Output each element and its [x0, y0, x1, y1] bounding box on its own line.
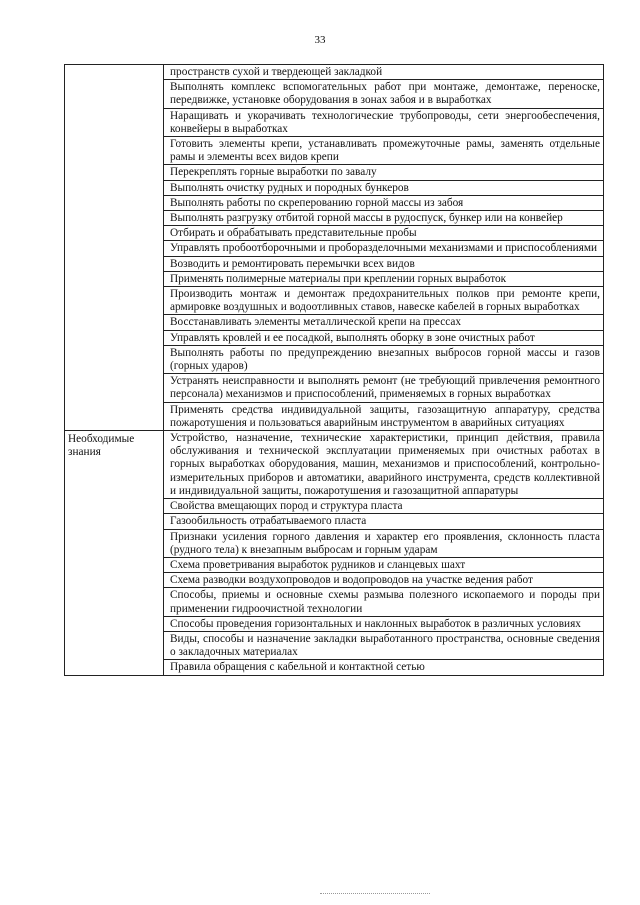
- table-cell-item: Наращивать и укорачивать технологические трубопроводы, сети энергообеспечения, конвейеры в выработках: [164, 108, 604, 136]
- table-cell-item: Схема проветривания выработок рудников и сланцевых шахт: [164, 557, 604, 572]
- page-number: 33: [314, 34, 326, 46]
- table-cell-item: Управлять кровлей и ее посадкой, выполнять оборку в зоне очистных работ: [164, 330, 604, 345]
- table-cell-item: Газообильность отрабатываемого пласта: [164, 514, 604, 529]
- table-cell-item: Свойства вмещающих пород и структура пласта: [164, 499, 604, 514]
- table-cell-item: Применять полимерные материалы при креплении горных выработок: [164, 271, 604, 286]
- table-cell-item: Выполнять разгрузку отбитой горной массы в рудоспуск, бункер или на конвейер: [164, 211, 604, 226]
- table-cell-item: Устранять неисправности и выполнять ремонт (не требующий привлечения ремонтного персонала) механизмов и приспособлений, применяемых в горных выработках: [164, 374, 604, 402]
- table-cell-item: Возводить и ремонтировать перемычки всех видов: [164, 256, 604, 271]
- table-cell-item: Управлять пробоотборочными и проборазделочными механизмами и приспособлениями: [164, 241, 604, 256]
- table-cell-item: Выполнять работы по скреперованию горной массы из забоя: [164, 195, 604, 210]
- table-cell-item: Схема разводки воздухопроводов и водопроводов на участке ведения работ: [164, 573, 604, 588]
- scan-mark: [320, 893, 430, 895]
- table-cell-item: пространств сухой и твердеющей закладкой: [164, 65, 604, 80]
- table-cell-item: Признаки усиления горного давления и характер его проявления, склонность пласта (рудного тела) к внезапным выбросам и горным ударам: [164, 529, 604, 557]
- table-cell-item: Применять средства индивидуальной защиты, газозащитную аппаратуру, средства пожаротушения и пользоваться аварийным инструментом в аварийных ситуациях: [164, 402, 604, 430]
- table-cell-item: Выполнять работы по предупреждению внезапных выбросов горной массы и газов (горных ударов): [164, 345, 604, 373]
- table-cell-item: Правила обращения с кабельной и контактной сетью: [164, 660, 604, 675]
- requirements-table: [64, 64, 604, 676]
- table-cell-item: Готовить элементы крепи, устанавливать промежуточные рамы, заменять отдельные рамы и элементы всех видов крепи: [164, 137, 604, 165]
- table-cell-item: Способы проведения горизонтальных и наклонных выработок в различных условиях: [164, 616, 604, 631]
- table-cell-item: Выполнять комплекс вспомогательных работ при монтаже, демонтаже, переноске, передвижке, установке оборудования в зонах забоя и в выработках: [164, 80, 604, 108]
- table-row: [65, 65, 604, 80]
- section-label-continued: [65, 65, 164, 431]
- table-cell-item: Устройство, назначение, технические характеристики, принцип действия, правила обслуживания и технической эксплуатации применяемых при очистных работах в горных выработках оборудования, машин, механизмов и приспособлений, контрольно-измерительных приборов и автоматики, аварийного инструмента, средств коллективной и индивидуальной защиты, пожаротушения и газозащитной аппаратуры: [164, 431, 604, 499]
- table-cell-item: Восстанавливать элементы металлической крепи на прессах: [164, 315, 604, 330]
- table-cell-item: Выполнять очистку рудных и породных бункеров: [164, 180, 604, 195]
- table-cell-item: Способы, приемы и основные схемы размыва полезного ископаемого и породы при применении гидроочистной технологии: [164, 588, 604, 616]
- table-cell-item: Производить монтаж и демонтаж предохранительных полков при ремонте крепи, армировке воздушных и водоотливных ставов, навеске кабелей в горных выработках: [164, 287, 604, 315]
- table-cell-item: Отбирать и обрабатывать представительные пробы: [164, 226, 604, 241]
- section-label-knowledge: Необходимые знания: [65, 431, 164, 675]
- table-row: [65, 431, 604, 499]
- table-cell-item: Виды, способы и назначение закладки выработанного пространства, основные сведения о закладочных материалах: [164, 631, 604, 659]
- table-cell-item: Перекреплять горные выработки по завалу: [164, 165, 604, 180]
- requirements-table-body: [65, 65, 604, 676]
